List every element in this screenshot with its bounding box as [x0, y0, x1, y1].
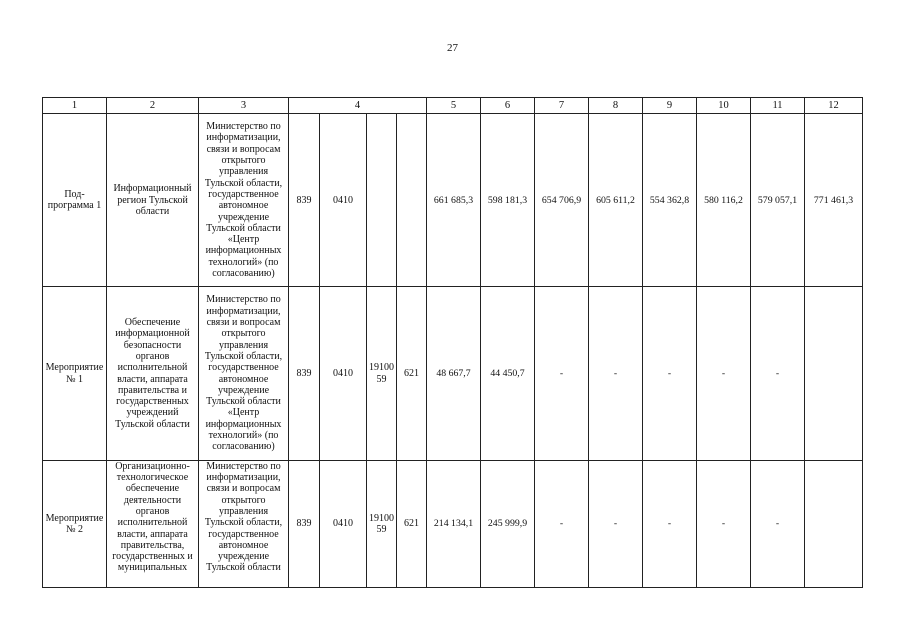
- executor-cell: Министерство по информатизации, связи и вопросам открытого управления Тульской области, государственное автономное учреждение Тульской области: [199, 460, 289, 587]
- value-cell: -: [643, 460, 697, 587]
- csr-cell: 19100 59: [367, 460, 397, 587]
- grbs-cell: 839: [289, 287, 320, 460]
- value-cell: 44 450,7: [481, 287, 535, 460]
- executor-cell: Министерство по информатизации, связи и вопросам открытого управления Тульской области, государственное автономное учреждение Тульской области «Центр информационных технологий» (по согласованию): [199, 287, 289, 460]
- value-cell: 771 461,3: [805, 114, 863, 287]
- value-cell: 580 116,2: [697, 114, 751, 287]
- value-cell: -: [535, 287, 589, 460]
- value-cell: 661 685,3: [427, 114, 481, 287]
- rzpr-cell: 0410: [320, 460, 367, 587]
- name-cell: Обеспечение информационной безопасности органов исполнительной власти, аппарата правительства и государственных учреждений Тульской области: [107, 287, 199, 460]
- value-cell: -: [589, 287, 643, 460]
- header-cell: 10: [697, 98, 751, 114]
- value-cell: -: [751, 287, 805, 460]
- table-row: [43, 287, 863, 460]
- value-cell: -: [697, 460, 751, 587]
- value-cell: -: [535, 460, 589, 587]
- header-cell: 6: [481, 98, 535, 114]
- value-cell: 579 057,1: [751, 114, 805, 287]
- header-cell: 7: [535, 98, 589, 114]
- vr-cell: 621: [397, 460, 427, 587]
- rzpr-cell: 0410: [320, 114, 367, 287]
- value-cell: -: [643, 287, 697, 460]
- header-cell: 8: [589, 98, 643, 114]
- executor-cell: Министерство по информатизации, связи и вопросам открытого управления Тульской области, государственное автономное учреждение Тульской области «Центр информационных технологий» (по согласованию): [199, 114, 289, 287]
- vr-cell: 621: [397, 287, 427, 460]
- value-cell: -: [589, 460, 643, 587]
- status-cell: Мероприятие № 2: [43, 460, 107, 587]
- value-cell: 605 611,2: [589, 114, 643, 287]
- header-cell: 9: [643, 98, 697, 114]
- rzpr-cell: 0410: [320, 287, 367, 460]
- value-cell: -: [697, 287, 751, 460]
- value-cell: 554 362,8: [643, 114, 697, 287]
- grbs-cell: 839: [289, 114, 320, 287]
- name-cell: Информационный регион Тульской области: [107, 114, 199, 287]
- value-cell: 48 667,7: [427, 287, 481, 460]
- value-cell: 245 999,9: [481, 460, 535, 587]
- header-cell: 11: [751, 98, 805, 114]
- header-cell: 2: [107, 98, 199, 114]
- budget-table: [42, 97, 863, 588]
- grbs-cell: 839: [289, 460, 320, 587]
- header-cell: 4: [289, 98, 427, 114]
- value-cell: -: [751, 460, 805, 587]
- vr-cell: [397, 114, 427, 287]
- value-cell: 654 706,9: [535, 114, 589, 287]
- value-cell: 214 134,1: [427, 460, 481, 587]
- value-cell: [805, 460, 863, 587]
- table-row: [43, 114, 863, 287]
- name-cell: Организационно-технологическое обеспечение деятельности органов исполнительной власти, аппарата правительства, государственных и муниципальных: [107, 460, 199, 587]
- table-row: [43, 460, 863, 587]
- status-cell: Под- программа 1: [43, 114, 107, 287]
- header-row: [43, 98, 863, 114]
- value-cell: 598 181,3: [481, 114, 535, 287]
- csr-cell: 19100 59: [367, 287, 397, 460]
- header-cell: 3: [199, 98, 289, 114]
- status-cell: Мероприятие № 1: [43, 287, 107, 460]
- page-number: 27: [447, 42, 458, 54]
- header-cell: 1: [43, 98, 107, 114]
- header-cell: 12: [805, 98, 863, 114]
- value-cell: [805, 287, 863, 460]
- csr-cell: [367, 114, 397, 287]
- header-cell: 5: [427, 98, 481, 114]
